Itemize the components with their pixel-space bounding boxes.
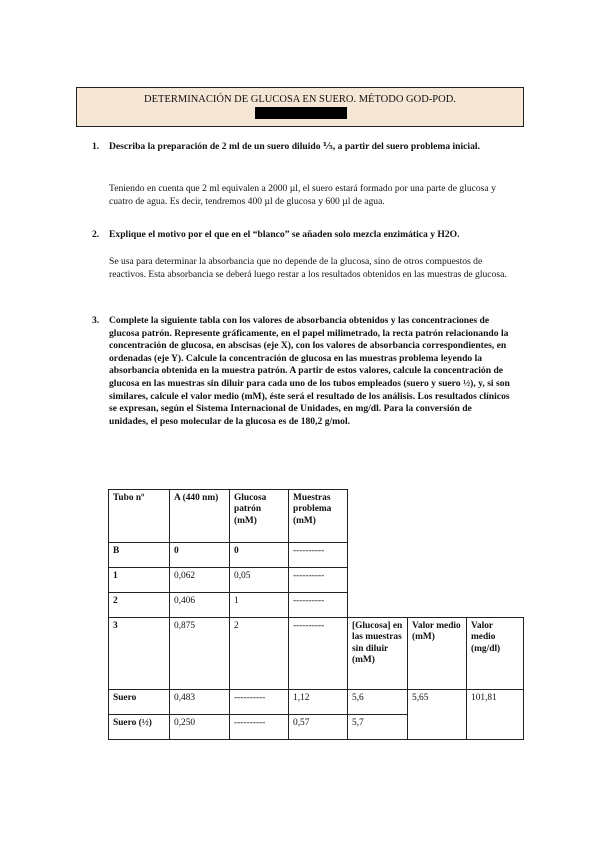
title-box — [76, 87, 524, 127]
cell-muestras: ---------- — [289, 618, 348, 690]
cell-muestras: ---------- — [289, 568, 348, 593]
header-valor-medio-mgdl: Valor medio (mg/dl) — [467, 618, 524, 690]
answer-2: Se usa para determinar la absorbancia que no depende de la glucosa, sino de otros compuestos de reactivos. Esta absorbancia se deberá luego restar a los resultados obtenidos en las muestras de glucosa. — [109, 256, 507, 280]
table-row — [109, 618, 524, 690]
cell-tubo: B — [109, 543, 170, 568]
question-text: Describa la preparación de 2 ml de un suero diluido ⅕, a partir del suero problema inicial. — [109, 141, 480, 152]
cell-tubo: 3 — [109, 618, 170, 690]
table-row — [109, 690, 524, 715]
question-number: 1. — [92, 141, 100, 152]
header-glucosa-sin-diluir: [Glucosa] en las muestras sin diluir (mM) — [348, 618, 408, 690]
cell-abs: 0,875 — [170, 618, 230, 690]
table-row — [109, 543, 524, 568]
cell-patron: 2 — [230, 618, 289, 690]
question-2 — [92, 229, 512, 242]
question-text: Explique el motivo por el que en el “blanco” se añaden solo mezcla enzimática y H2O. — [109, 229, 460, 240]
table-header-row — [109, 490, 524, 543]
header-patron: Glucosa patrón (mM) — [230, 490, 289, 543]
question-3 — [92, 315, 512, 428]
cell-valor-medio-mm: 5,65 — [408, 690, 467, 740]
table-row — [109, 593, 524, 618]
cell-tubo: 2 — [109, 593, 170, 618]
cell-tubo: Suero — [109, 690, 170, 715]
header-tubo: Tubo nº — [109, 490, 170, 543]
cell-valor-medio-mgdl: 101,81 — [467, 690, 524, 740]
question-number: 2. — [92, 229, 100, 240]
document-title: DETERMINACIÓN DE GLUCOSA EN SUERO. MÉTODO GOD-POD. — [144, 94, 456, 105]
cell-glucosa: 5,7 — [348, 715, 408, 740]
cell-abs: 0,062 — [170, 568, 230, 593]
header-muestras: Muestras problema (mM) — [289, 490, 348, 543]
answer-1: Teniendo en cuenta que 2 ml equivalen a 2000 µl, el suero estará formado por una parte de glucosa y cuatro de agua. Es decir, tendremos 400 µl de glucosa y 600 µl de agua. — [109, 183, 496, 207]
question-number: 3. — [92, 315, 100, 326]
cell-tubo: 1 — [109, 568, 170, 593]
cell-muestras: 1,12 — [289, 690, 348, 715]
cell-patron: 1 — [230, 593, 289, 618]
table-row — [109, 568, 524, 593]
cell-patron: 0 — [230, 543, 289, 568]
results-table — [108, 489, 524, 740]
cell-patron: ---------- — [230, 715, 289, 740]
cell-glucosa: 5,6 — [348, 690, 408, 715]
cell-abs: 0 — [170, 543, 230, 568]
cell-muestras: 0,57 — [289, 715, 348, 740]
question-1 — [92, 141, 512, 154]
header-abs: A (440 nm) — [170, 490, 230, 543]
cell-abs: 0,483 — [170, 690, 230, 715]
question-text: Complete la siguiente tabla con los valores de absorbancia obtenidos y las concentraciones de glucosa patrón. Represente gráficamente, en el papel milimetrado, la recta patrón relacionando la concentración de glucosa, en abscisas (eje X), con los valores de absorbancia correspondientes, en ordenadas (eje Y). Calcule la concentración de glucosa en las muestras problema leyendo la absorbancia obtenida en la muestra patrón. A partir de estos valores, calcule la concentración de glucosa en las muestras sin diluir para cada uno de los tubos empleados (suero y suero ½), y, si son similares, calcule el valor medio (mM), éste será el resultado de los análisis. Los resultados clínicos se expresan, según el Sistema Internacional de Unidades, en mg/dl. Para la conversión de unidades, el peso molecular de la glucosa es de 180,2 g/mol. — [109, 315, 510, 427]
cell-muestras: ---------- — [289, 593, 348, 618]
cell-abs: 0,406 — [170, 593, 230, 618]
redaction-bar — [255, 107, 347, 119]
cell-patron: ---------- — [230, 690, 289, 715]
header-valor-medio-mm: Valor medio (mM) — [408, 618, 467, 690]
cell-patron: 0,05 — [230, 568, 289, 593]
cell-muestras: ---------- — [289, 543, 348, 568]
cell-tubo: Suero (½) — [109, 715, 170, 740]
cell-abs: 0,250 — [170, 715, 230, 740]
